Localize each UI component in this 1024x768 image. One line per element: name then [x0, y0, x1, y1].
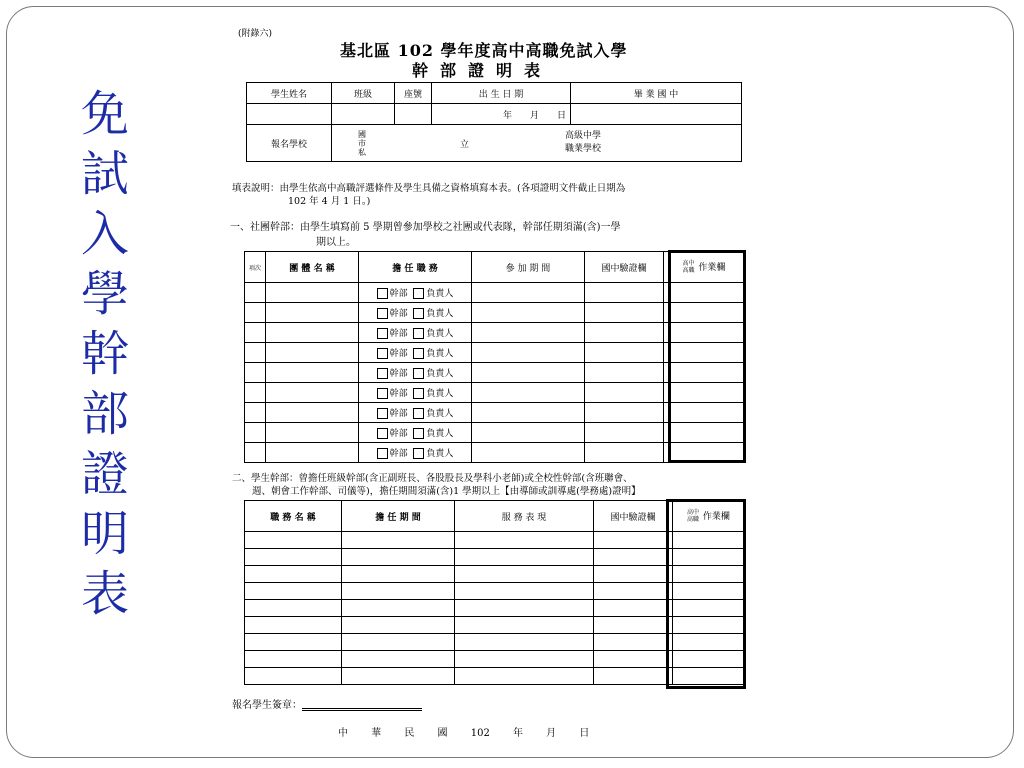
checkbox[interactable]	[377, 408, 388, 419]
table-row	[245, 651, 744, 668]
side-title-char: 免	[80, 86, 129, 142]
duty-period-header: 擔 任 期 間	[342, 501, 455, 532]
checkbox[interactable]	[413, 308, 424, 319]
signature-area	[232, 696, 422, 711]
club-name-header: 團 體 名 稱	[266, 252, 359, 283]
instructions	[232, 182, 625, 208]
established-label: 立	[460, 139, 470, 150]
table-row	[245, 283, 744, 303]
checkbox[interactable]	[377, 368, 388, 379]
checkbox[interactable]	[413, 288, 424, 299]
position-choice[interactable]: 幹部 負責人	[359, 423, 472, 443]
position-choice[interactable]: 幹部 負責人	[359, 363, 472, 383]
table-row	[245, 363, 744, 383]
position-choice[interactable]: 幹部 負責人	[359, 343, 472, 363]
signature-line[interactable]	[302, 698, 422, 711]
table-row	[245, 617, 744, 634]
checkbox[interactable]	[413, 328, 424, 339]
document-title: 基北區 102 學年度高中高職免試入學	[340, 41, 628, 60]
table-row	[245, 668, 744, 685]
side-title	[80, 84, 130, 624]
school-kind-vocational: 職業學校	[565, 144, 602, 154]
graduated-school-header: 畢 業 國 中	[571, 83, 742, 104]
club-period-header: 參 加 期 間	[472, 252, 585, 283]
section2-line: 週、朝會工作幹部、司儀等)，擔任期間須滿(含)1 學期以上【由導師或訓導處(學務處)證明】	[252, 486, 641, 497]
date-line: 中 華 民 國 102 年 月 日	[338, 728, 590, 739]
checkbox[interactable]	[377, 348, 388, 359]
document-subtitle: 幹部證明表	[412, 61, 553, 80]
club-index-header: 項次	[245, 252, 266, 283]
club-position-header: 擔 任 職 務	[359, 252, 472, 283]
section2-line: 二、學生幹部：曾擔任班級幹部(含正副班長、各股股長及學科小老師)或全校性幹部(含班聯會、	[232, 473, 633, 484]
signature-label: 報名學生簽章：	[232, 700, 302, 711]
graduated-school-cell[interactable]	[571, 104, 742, 125]
seat-header: 座號	[395, 83, 432, 104]
checkbox[interactable]	[377, 388, 388, 399]
checkbox[interactable]	[377, 448, 388, 459]
club-verify-header: 國中驗證欄	[585, 252, 664, 283]
appendix-label: (附錄六)	[238, 29, 273, 39]
certificate-document	[230, 26, 770, 756]
side-title-char: 部	[80, 386, 129, 442]
school-type-national: 國	[358, 129, 366, 139]
checkbox[interactable]	[377, 288, 388, 299]
checkbox[interactable]	[413, 388, 424, 399]
checkbox[interactable]	[377, 308, 388, 319]
checkbox[interactable]	[377, 428, 388, 439]
duty-senior-work-header	[673, 501, 744, 532]
senior-prefix: 高中高職	[682, 260, 695, 275]
duty-verify-header: 國中驗證欄	[594, 501, 673, 532]
birth-date-header: 出 生 日 期	[432, 83, 571, 104]
duty-name-header: 職 務 名 稱	[245, 501, 342, 532]
position-choice[interactable]: 幹部 負責人	[359, 323, 472, 343]
table-row	[245, 583, 744, 600]
checkbox[interactable]	[413, 448, 424, 459]
side-title-char: 學	[80, 266, 129, 322]
section1-line: 期以上。	[316, 237, 356, 248]
instructions-line: 填表說明：由學生依高中高職評選條件及學生具備之資格填寫本表。(各項證明文件截止日期為	[232, 183, 626, 194]
side-title-char: 幹	[80, 326, 129, 382]
club-senior-work-header	[664, 252, 744, 283]
apply-school-cell[interactable]	[332, 125, 742, 162]
table-row	[245, 600, 744, 617]
section1-line: 一、社團幹部：由學生填寫前 5 學期曾參加學校之社團或代表隊，幹部任期須滿(含)一學	[230, 222, 621, 233]
position-choice[interactable]: 幹部 負責人	[359, 403, 472, 423]
side-title-char: 表	[80, 566, 129, 622]
table-row	[245, 403, 744, 423]
class-header: 班級	[332, 83, 395, 104]
checkbox[interactable]	[377, 328, 388, 339]
school-type-options	[358, 130, 368, 157]
instructions-line: 102 年 4 月 1 日。)	[288, 196, 371, 207]
table-row	[245, 634, 744, 651]
table-row	[245, 532, 744, 549]
section2-description	[232, 472, 641, 498]
checkbox[interactable]	[413, 348, 424, 359]
school-kind-senior: 高級中學	[565, 131, 602, 141]
checkbox[interactable]	[413, 408, 424, 419]
position-choice[interactable]: 幹部 負責人	[359, 383, 472, 403]
school-type-private: 私	[358, 147, 366, 157]
table-row	[245, 566, 744, 583]
birth-date-cell[interactable]: 年 月 日	[432, 104, 571, 125]
student-cadre-table	[244, 500, 744, 685]
student-info-table	[246, 82, 742, 162]
table-row	[245, 323, 744, 343]
apply-school-label: 報名學校	[247, 125, 332, 162]
student-name-cell[interactable]	[247, 104, 332, 125]
school-type-municipal: 市	[358, 138, 366, 148]
section1-description	[230, 220, 621, 250]
school-kind-options	[565, 130, 601, 156]
senior-work-label: 作業欄	[702, 511, 730, 522]
class-cell[interactable]	[332, 104, 395, 125]
position-choice[interactable]: 幹部 負責人	[359, 443, 472, 463]
table-row	[245, 343, 744, 363]
position-choice[interactable]: 幹部 負責人	[359, 283, 472, 303]
side-title-char: 證	[80, 446, 129, 502]
table-row	[245, 383, 744, 403]
checkbox[interactable]	[413, 428, 424, 439]
senior-prefix: 高中高職	[687, 509, 700, 524]
senior-work-label: 作業欄	[698, 262, 726, 273]
table-row	[245, 303, 744, 323]
side-title-char: 試	[80, 146, 129, 202]
position-choice[interactable]: 幹部 負責人	[359, 303, 472, 323]
table-row	[245, 423, 744, 443]
table-row	[245, 549, 744, 566]
table-row	[245, 443, 744, 463]
side-title-char: 入	[80, 206, 129, 262]
duty-performance-header: 服 務 表 現	[455, 501, 594, 532]
checkbox[interactable]	[413, 368, 424, 379]
student-name-header: 學生姓名	[247, 83, 332, 104]
side-title-char: 明	[80, 506, 129, 562]
seat-cell[interactable]	[395, 104, 432, 125]
club-cadre-table	[244, 251, 744, 463]
